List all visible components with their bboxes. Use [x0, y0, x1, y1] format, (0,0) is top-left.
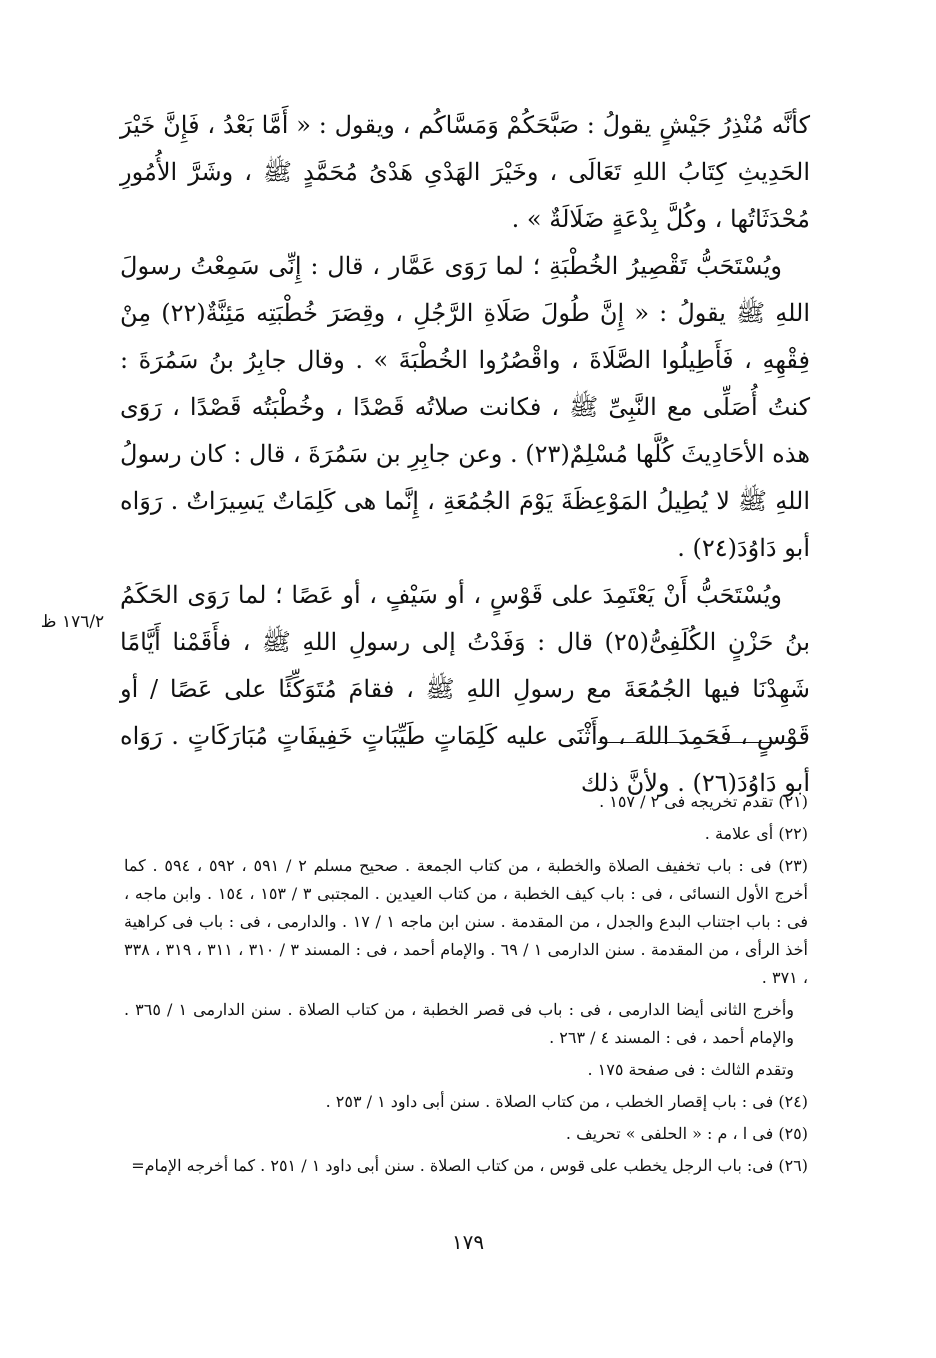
manuscript-folio-note: ١٧٦/٢ ظ	[40, 612, 105, 632]
paragraph-3: ويُسْتَحَبُّ أَنْ يَعْتَمِدَ على قَوْسٍ ، أو سَيْفٍ ، أو عَصًا ؛ لما رَوَى الحَكَمُ بنُ حَزْنٍ الكُلَفِىُّ(٢٥) قال : وَفَدْتُ إلى رسولِ اللهِ ﷺ ، فأَقَمْنا أَيَّامًا شَهِدْنَا فيها الجُمُعَةَ مع رسولِ اللهِ ﷺ ، فقامَ مُتَوَكِّئًا على عَصًا / أو قَوْسٍ ، فَحَمِدَ اللهَ ، وأَثْنَى عليه كَلِمَاتٍ طَيِّبَاتٍ خَفِيفَاتٍ مُبَارَكَاتٍ . رَوَاه أبو دَاوُدَ(٢٦) . ولأنَّ ذلك	[120, 581, 810, 797]
paragraph-1: كأنَّه مُنْذِرُ جَيْشٍ يقولُ : صَبَّحَكُمْ وَمَسَّاكُم ، ويقول : « أَمَّا بَعْدُ ، فَإِنَّ خَيْرَ الحَدِيثِ كِتَابُ اللهِ تَعَالَى ، وخَيْرَ الهَدْىِ هَدْىُ مُحَمَّدٍ ﷺ ، وشَرَّ الأُمُورِ مُحْدَثَاتُها ، وكُلَّ بِدْعَةٍ ضَلَالَةٌ » .	[120, 111, 810, 233]
footnote-25: (٢٥) فى ا ، م : « الحلفى » تحريف .	[565, 1124, 808, 1143]
footnote-21: (٢١) تقدم تخريجه فى ٢ / ١٥٧ .	[599, 792, 808, 811]
footnote-23-continuation-1: وأخرج الثانى أيضا الدارمى ، فى : باب فى قصر الخطبة ، من كتاب الصلاة . سنن الدارمى ١ / ٣٦٥ . والإمام أحمد ، فى : المسند ٤ / ٢٦٣ .	[124, 1000, 795, 1047]
footnote-26: (٢٦) فى: باب الرجل يخطب على قوس ، من كتاب الصلاة . سنن أبى داود ١ / ٢٥١ . كما أخرجه الإمام=	[131, 1156, 808, 1175]
paragraph-2: ويُسْتَحَبُّ تَقْصِيرُ الخُطْبَةِ ؛ لما رَوَى عَمَّار ، قال : إِنِّى سَمِعْتُ رسولَ اللهِ ﷺ يقولُ : « إِنَّ طُولَ صَلَاةِ الرَّجُلِ ، وقِصَرَ خُطْبَتِه مَئِنَّةٌ(٢٢) مِنْ فِقْهِهِ ، فَأَطِيلُوا الصَّلَاةَ ، واقْصُرُوا الخُطْبَةَ » . وقال جابِرُ بنُ سَمُرَةَ : كنتُ أُصَلِّى مع النَّبِىِّ ﷺ ، فكانت صلاتُه قَصْدًا ، وخُطْبَتُه قَصْدًا ، رَوَى هذه الأحَادِيثَ كُلَّها مُسْلِمٌ(٢٣) . وعن جابِرِ بن سَمُرَةَ ، قال : كان رسولُ اللهِ ﷺ لا يُطِيلُ المَوْعِظَةَ يَوْمَ الجُمُعَةِ ، إِنَّما هى كَلِمَاتٌ يَسِيرَاتٌ . رَوَاه أبو دَاوُدَ(٢٤) .	[120, 252, 811, 562]
footnote-24: (٢٤) فى : باب إقصار الخطب ، من كتاب الصلاة . سنن أبى داود ١ / ٢٥٣ .	[325, 1092, 808, 1111]
footnote-23: (٢٣) فى : باب تخفيف الصلاة والخطبة ، من كتاب الجمعة . صحيح مسلم ٢ / ٥٩١ ، ٥٩٢ ، ٥٩٤ . كما أخرج الأول النسائى ، فى : باب كيف الخطبة ، من كتاب العيدين . المجتبى ٣ / ١٥٣ ، ١٥٤ . وابن ماجه ، فى : باب اجتناب البدع والجدل ، من المقدمة . سنن ابن ماجه ١ / ١٧ . والدارمى ، فى : باب فى كراهية أخذ الرأى ، من المقدمة . سنن الدارمى ١ / ٦٩ . والإمام أحمد ، فى : المسند ٣ / ٣١٠ ، ٣١١ ، ٣١٩ ، ٣٣٨ ، ٣٧١ .	[124, 856, 809, 987]
page-number: ١٧٩	[451, 1230, 485, 1254]
footnote-separator	[598, 742, 804, 743]
main-text	[120, 102, 810, 807]
footnotes	[124, 788, 808, 1184]
footnote-22: (٢٢) أى علامة .	[704, 824, 808, 843]
footnote-23-continuation-2: وتقدم الثالث : فى صفحة ١٧٥ .	[587, 1060, 794, 1079]
